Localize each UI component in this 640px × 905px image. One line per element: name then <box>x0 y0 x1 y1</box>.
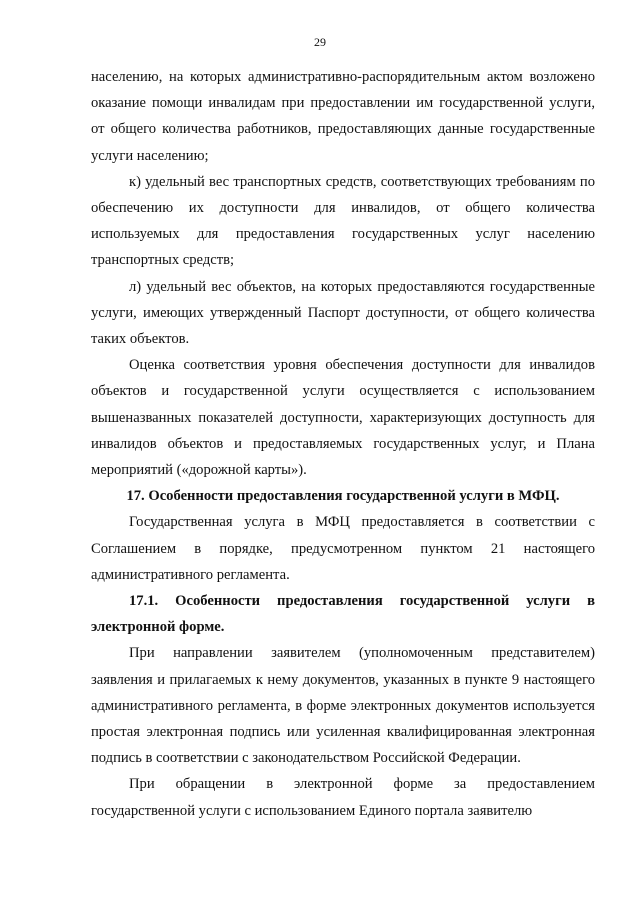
section-heading-17: 17. Особенности предоставления государственной услуги в МФЦ. <box>126 488 560 505</box>
paragraph-item-k: к) удельный вес транспортных средств, соответствующих требованиям по обеспечению их доступности для инвалидов, от общего количества используемых для предоставления государственных услуг населению транспортных средств; <box>91 173 595 269</box>
paragraph-workers-share: населению, на которых административно-распорядительным актом возложено оказание помощи инвалидам при предоставлении им государственной услуги, от общего количества работников, предоставляющих данные государственные услуги населению; <box>91 69 595 164</box>
paragraph-single-portal: При обращении в электронной форме за предоставлением государственной услуги с использованием Единого портала заявителю <box>91 776 595 819</box>
document-body <box>91 64 595 824</box>
page-number: 29 <box>314 35 326 49</box>
paragraph-mfc-service: Государственная услуга в МФЦ предоставляется в соответствии с Соглашением в порядке, предусмотренном пунктом 21 настоящего административного регламента. <box>91 514 595 583</box>
paragraph-assessment: Оценка соответствия уровня обеспечения доступности для инвалидов объектов и государственной услуги осуществляется с использованием вышеназванных показателей доступности, характеризующих доступность для инвалидов объектов и предоставляемых государственных услуг, и Плана мероприятий («дорожной карты»). <box>91 357 595 479</box>
subsection-heading-17-1: 17.1. Особенности предоставления государственной услуги в электронной форме. <box>91 593 595 636</box>
paragraph-electronic-signature: При направлении заявителем (уполномоченным представителем) заявления и прилагаемых к нему документов, указанных в пункте 9 настоящего административного регламента, в форме электронных документов используется простая электронная подпись или усиленная квалифицированная электронная подпись в соответствии с законодательством Российской Федерации. <box>91 645 595 767</box>
paragraph-item-l: л) удельный вес объектов, на которых предоставляются государственные услуги, имеющих утвержденный Паспорт доступности, от общего количества таких объектов. <box>91 278 595 348</box>
